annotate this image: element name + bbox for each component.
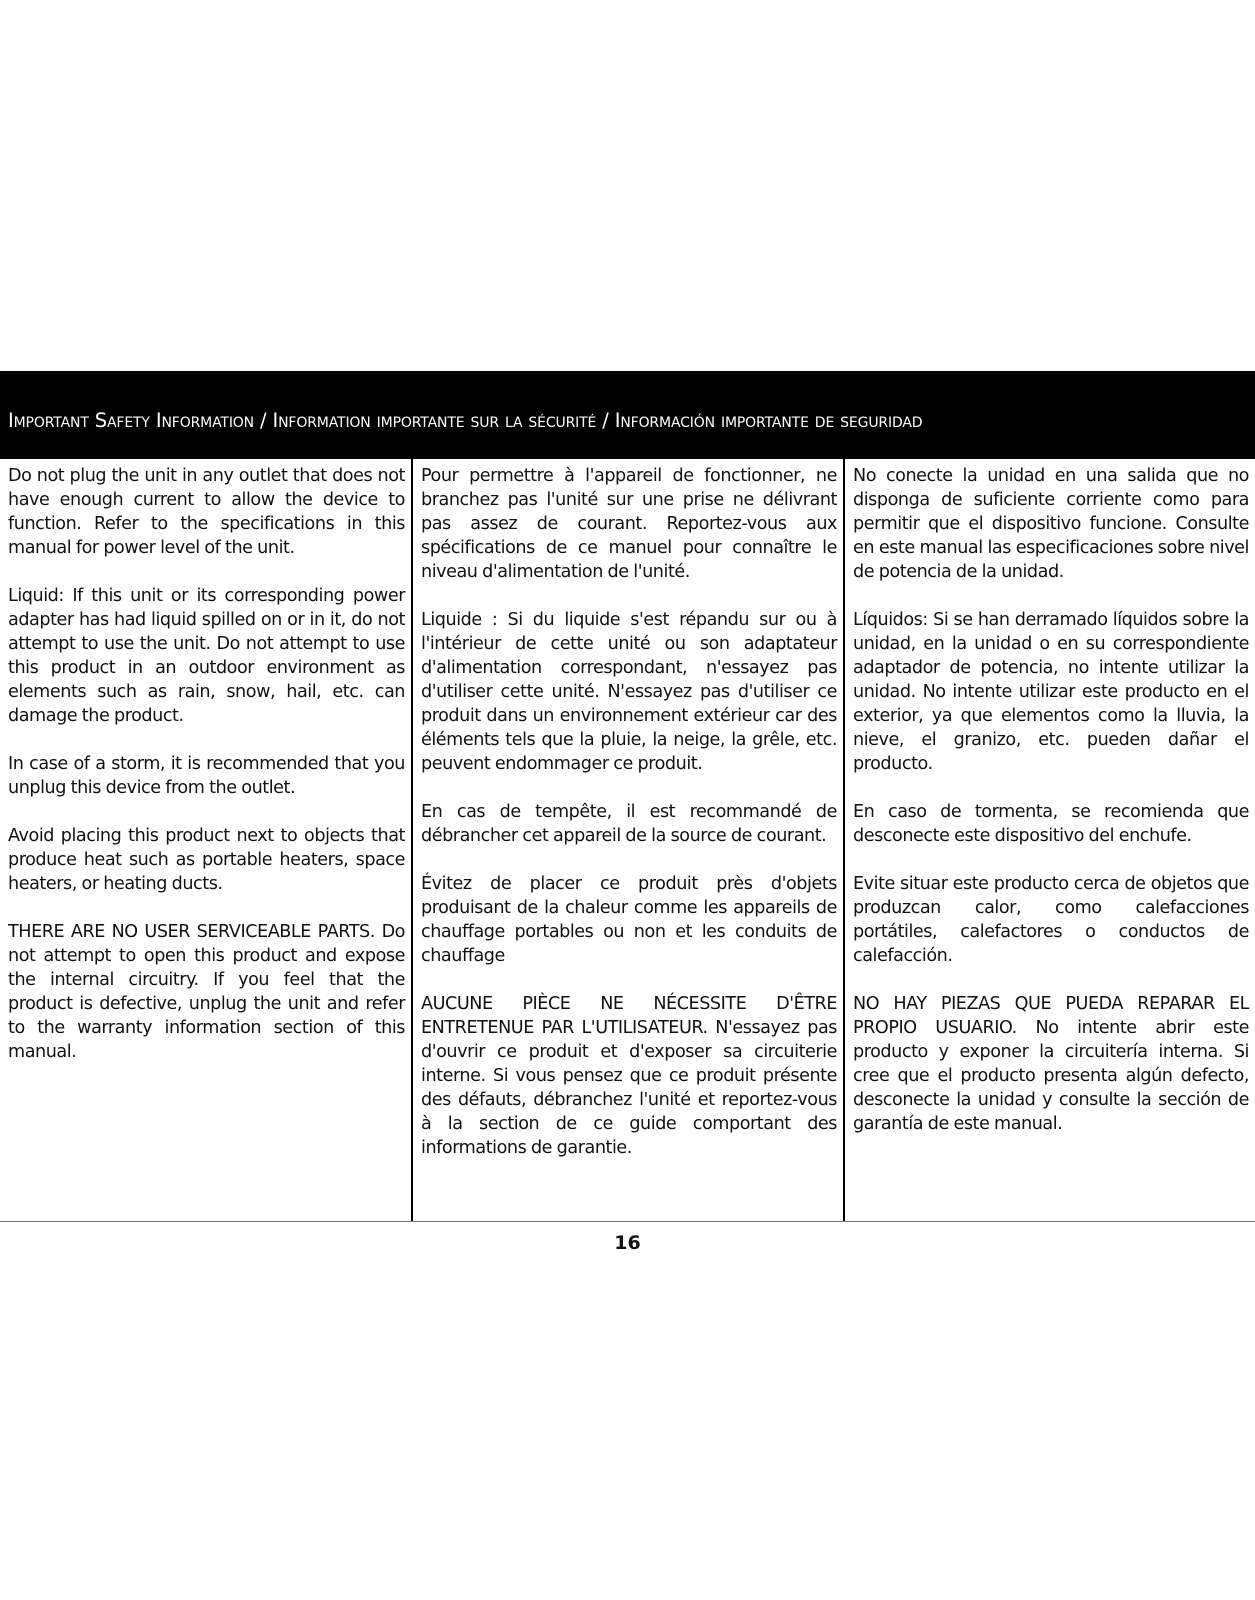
english-paragraph-power-outlet: Do not plug the unit in any outlet that does not have enough current to allow the device to function. Refer to the specifications in this manual for power level of the unit. xyxy=(8,466,405,558)
english-paragraph-liquid: Liquid: If this unit or its corresponding power adapter has had liquid spilled on or in it, do not attempt to use the unit. Do not attempt to use this product in an outdoor environment as elements such as rain, snow, hail, etc. can damage the product. xyxy=(8,586,405,726)
french-paragraph-liquid: Liquide : Si du liquide s'est répandu sur ou à l'intérieur de cette unité ou son adaptateur d'alimentation correspondant, n'essayez pas d'utiliser cette unité. N'essayez pas d'utiliser ce produit dans un environnement extérieur car des éléments tels que la pluie, la neige, la grêle, etc. peuvent endommager ce produit. xyxy=(421,610,837,774)
english-paragraph-heat: Avoid placing this product next to objects that produce heat such as portable heaters, space heaters, or heating ducts. xyxy=(8,826,405,894)
spanish-paragraph-power-outlet: No conecte la unidad en una salida que no disponga de suficiente corriente como para permitir que el dispositivo funcione. Consulte en este manual las especificaciones sobre nivel de potencia de la unidad. xyxy=(853,466,1249,582)
english-paragraph-no-serviceable-parts: THERE ARE NO USER SERVICEABLE PARTS. Do not attempt to open this product and expose the internal circuitry. If you feel that the product is defective, unplug the unit and refer to the warranty information section of this manual. xyxy=(8,922,405,1062)
english-column xyxy=(0,459,411,1221)
section-title: Important Safety Information / Information importante sur la sécurité / Información importante de seguridad xyxy=(8,409,923,432)
section-header-bar xyxy=(0,371,1255,459)
french-paragraph-power-outlet: Pour permettre à l'appareil de fonctionner, ne branchez pas l'unité sur une prise ne délivrant pas assez de courant. Reportez-vous aux spécifications de ce manuel pour connaître le niveau d'alimentation de l'unité. xyxy=(421,466,837,582)
bottom-divider xyxy=(0,1221,1255,1222)
spanish-paragraph-storm: En caso de tormenta, se recomienda que desconecte este dispositivo del enchufe. xyxy=(853,802,1249,846)
safety-table xyxy=(0,459,1255,1221)
spanish-paragraph-liquid: Líquidos: Si se han derramado líquidos sobre la unidad, en la unidad o en su correspondiente adaptador de potencia, no intente utilizar la unidad. No intente utilizar este producto en el exterior, ya que elementos como la lluvia, la nieve, el granizo, etc. pueden dañar el producto. xyxy=(853,610,1249,774)
french-column xyxy=(411,459,843,1221)
french-paragraph-heat: Évitez de placer ce produit près d'objets produisant de la chaleur comme les appareils de chauffage portables ou non et les conduits de chauffage xyxy=(421,874,837,966)
french-paragraph-storm: En cas de tempête, il est recommandé de débrancher cet appareil de la source de courant. xyxy=(421,802,837,846)
english-paragraph-storm: In case of a storm, it is recommended that you unplug this device from the outlet. xyxy=(8,754,405,798)
page-number: 16 xyxy=(614,1232,641,1254)
spanish-column xyxy=(843,459,1255,1221)
spanish-paragraph-heat: Evite situar este producto cerca de objetos que produzcan calor, como calefacciones portátiles, calefactores o conductos de calefacción. xyxy=(853,874,1249,966)
spanish-paragraph-no-serviceable-parts: NO HAY PIEZAS QUE PUEDA REPARAR EL PROPIO USUARIO. No intente abrir este producto y exponer la circuitería interna. Si cree que el producto presenta algún defecto, desconecte la unidad y consulte la sección de garantía de este manual. xyxy=(853,994,1249,1134)
french-paragraph-no-serviceable-parts: AUCUNE PIÈCE NE NÉCESSITE D'ÊTRE ENTRETENUE PAR L'UTILISATEUR. N'essayez pas d'ouvrir ce produit et d'exposer sa circuiterie interne. Si vous pensez que ce produit présente des défauts, débranchez l'unité et reportez-vous à la section de ce guide comportant des informations de garantie. xyxy=(421,994,837,1158)
